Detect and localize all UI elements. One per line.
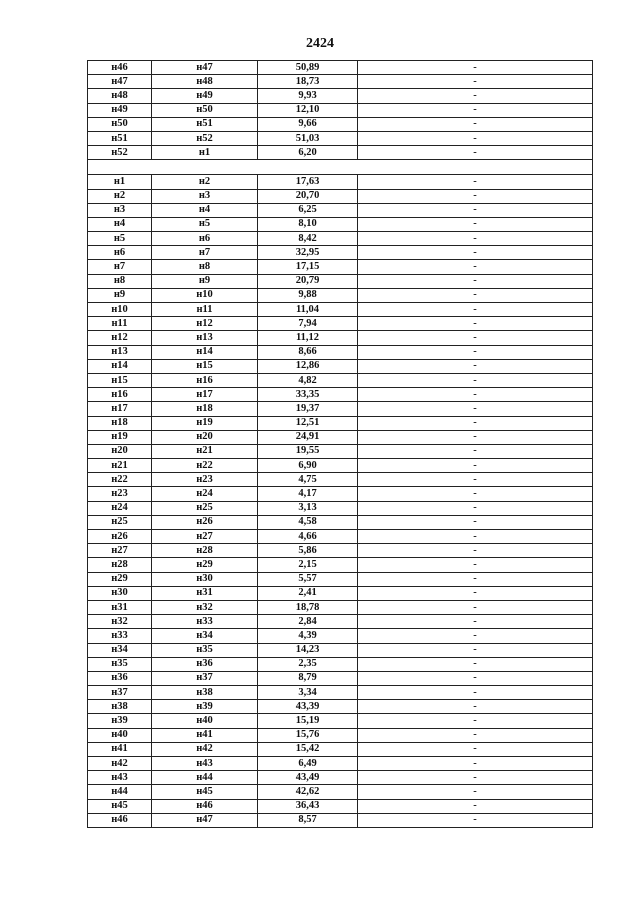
length-cell: 2,35 (258, 657, 358, 671)
point-from-cell: н13 (88, 345, 152, 359)
table-row (88, 714, 593, 728)
note-cell: - (358, 274, 593, 288)
note-cell: - (358, 388, 593, 402)
note-cell: - (358, 303, 593, 317)
length-cell: 9,66 (258, 117, 358, 131)
length-cell: 3,34 (258, 686, 358, 700)
length-cell: 5,86 (258, 544, 358, 558)
note-cell: - (358, 657, 593, 671)
table-row (88, 487, 593, 501)
point-from-cell: н6 (88, 246, 152, 260)
length-cell: 8,66 (258, 345, 358, 359)
table-row (88, 473, 593, 487)
point-from-cell: н48 (88, 89, 152, 103)
point-from-cell: н52 (88, 146, 152, 160)
note-cell: - (358, 317, 593, 331)
point-to-cell: н2 (152, 175, 258, 189)
note-cell: - (358, 416, 593, 430)
point-from-cell: н26 (88, 530, 152, 544)
point-to-cell: н24 (152, 487, 258, 501)
point-from-cell: н21 (88, 459, 152, 473)
point-from-cell: н43 (88, 771, 152, 785)
point-to-cell: н5 (152, 217, 258, 231)
length-cell: 9,93 (258, 89, 358, 103)
note-cell: - (358, 217, 593, 231)
point-from-cell: н30 (88, 586, 152, 600)
length-cell: 8,10 (258, 217, 358, 231)
table-row (88, 260, 593, 274)
point-from-cell: н31 (88, 600, 152, 614)
boundary-segments-table (87, 60, 593, 828)
note-cell: - (358, 103, 593, 117)
table-row (88, 501, 593, 515)
length-cell: 19,37 (258, 402, 358, 416)
point-from-cell: н34 (88, 643, 152, 657)
point-from-cell: н23 (88, 487, 152, 501)
note-cell: - (358, 402, 593, 416)
point-from-cell: н22 (88, 473, 152, 487)
point-from-cell: н33 (88, 629, 152, 643)
note-cell: - (358, 459, 593, 473)
point-to-cell: н15 (152, 359, 258, 373)
point-from-cell: н44 (88, 785, 152, 799)
point-from-cell: н47 (88, 75, 152, 89)
note-cell: - (358, 288, 593, 302)
point-to-cell: н35 (152, 643, 258, 657)
length-cell: 18,73 (258, 75, 358, 89)
table-row (88, 459, 593, 473)
note-cell: - (358, 558, 593, 572)
point-to-cell: н47 (152, 61, 258, 75)
length-cell: 12,10 (258, 103, 358, 117)
table-row (88, 75, 593, 89)
point-from-cell: н18 (88, 416, 152, 430)
note-cell: - (358, 629, 593, 643)
point-from-cell: н37 (88, 686, 152, 700)
point-from-cell: н50 (88, 117, 152, 131)
note-cell: - (358, 61, 593, 75)
length-cell: 43,49 (258, 771, 358, 785)
note-cell: - (358, 189, 593, 203)
length-cell: 24,91 (258, 430, 358, 444)
table-row (88, 558, 593, 572)
note-cell: - (358, 430, 593, 444)
note-cell: - (358, 700, 593, 714)
table-row (88, 799, 593, 813)
point-from-cell: н36 (88, 671, 152, 685)
point-to-cell: н17 (152, 388, 258, 402)
point-to-cell: н26 (152, 515, 258, 529)
point-from-cell: н25 (88, 515, 152, 529)
point-from-cell: н51 (88, 131, 152, 145)
table-row (88, 131, 593, 145)
table-row (88, 402, 593, 416)
point-to-cell: н42 (152, 742, 258, 756)
note-cell: - (358, 501, 593, 515)
table-row (88, 189, 593, 203)
note-cell: - (358, 345, 593, 359)
table-row (88, 615, 593, 629)
table-row (88, 771, 593, 785)
table-row (88, 444, 593, 458)
length-cell: 12,86 (258, 359, 358, 373)
note-cell: - (358, 473, 593, 487)
point-from-cell: н9 (88, 288, 152, 302)
point-to-cell: н46 (152, 799, 258, 813)
length-cell: 4,82 (258, 373, 358, 387)
length-cell: 2,15 (258, 558, 358, 572)
table-row (88, 586, 593, 600)
note-cell: - (358, 487, 593, 501)
point-from-cell: н19 (88, 430, 152, 444)
table-row (88, 103, 593, 117)
point-from-cell: н11 (88, 317, 152, 331)
note-cell: - (358, 530, 593, 544)
point-to-cell: н19 (152, 416, 258, 430)
note-cell: - (358, 671, 593, 685)
point-to-cell: н49 (152, 89, 258, 103)
length-cell: 2,84 (258, 615, 358, 629)
point-from-cell: н3 (88, 203, 152, 217)
point-from-cell: н24 (88, 501, 152, 515)
point-to-cell: н38 (152, 686, 258, 700)
length-cell: 6,90 (258, 459, 358, 473)
length-cell: 4,58 (258, 515, 358, 529)
point-to-cell: н10 (152, 288, 258, 302)
table-row (88, 89, 593, 103)
length-cell: 8,42 (258, 232, 358, 246)
separator-cell (88, 160, 593, 175)
point-to-cell: н13 (152, 331, 258, 345)
point-to-cell: н6 (152, 232, 258, 246)
length-cell: 8,79 (258, 671, 358, 685)
point-from-cell: н27 (88, 544, 152, 558)
point-to-cell: н41 (152, 728, 258, 742)
note-cell: - (358, 586, 593, 600)
point-to-cell: н44 (152, 771, 258, 785)
note-cell: - (358, 373, 593, 387)
table-row (88, 146, 593, 160)
point-to-cell: н1 (152, 146, 258, 160)
table-row (88, 288, 593, 302)
note-cell: - (358, 643, 593, 657)
point-from-cell: н16 (88, 388, 152, 402)
page-number: 2424 (306, 36, 334, 51)
length-cell: 4,66 (258, 530, 358, 544)
point-from-cell: н8 (88, 274, 152, 288)
length-cell: 6,20 (258, 146, 358, 160)
point-to-cell: н14 (152, 345, 258, 359)
table-row (88, 345, 593, 359)
note-cell: - (358, 572, 593, 586)
table-row (88, 175, 593, 189)
table-row (88, 359, 593, 373)
table-row (88, 317, 593, 331)
point-to-cell: н51 (152, 117, 258, 131)
length-cell: 43,39 (258, 700, 358, 714)
note-cell: - (358, 728, 593, 742)
point-to-cell: н39 (152, 700, 258, 714)
length-cell: 18,78 (258, 600, 358, 614)
table-row (88, 757, 593, 771)
note-cell: - (358, 232, 593, 246)
note-cell: - (358, 75, 593, 89)
length-cell: 11,04 (258, 303, 358, 317)
length-cell: 12,51 (258, 416, 358, 430)
length-cell: 11,12 (258, 331, 358, 345)
point-from-cell: н35 (88, 657, 152, 671)
table-row (88, 572, 593, 586)
point-to-cell: н50 (152, 103, 258, 117)
table-row (88, 700, 593, 714)
point-to-cell: н7 (152, 246, 258, 260)
length-cell: 7,94 (258, 317, 358, 331)
note-cell: - (358, 615, 593, 629)
table-row (88, 203, 593, 217)
table-row (88, 373, 593, 387)
point-from-cell: н7 (88, 260, 152, 274)
length-cell: 36,43 (258, 799, 358, 813)
table-row (88, 117, 593, 131)
length-cell: 2,41 (258, 586, 358, 600)
point-from-cell: н15 (88, 373, 152, 387)
table-row (88, 629, 593, 643)
point-from-cell: н5 (88, 232, 152, 246)
table-row (88, 515, 593, 529)
table-row (88, 274, 593, 288)
point-to-cell: н3 (152, 189, 258, 203)
table-row (88, 544, 593, 558)
table-row (88, 217, 593, 231)
point-to-cell: н45 (152, 785, 258, 799)
note-cell: - (358, 203, 593, 217)
point-to-cell: н18 (152, 402, 258, 416)
point-to-cell: н33 (152, 615, 258, 629)
point-from-cell: н32 (88, 615, 152, 629)
length-cell: 17,15 (258, 260, 358, 274)
point-to-cell: н40 (152, 714, 258, 728)
table-row (88, 232, 593, 246)
point-from-cell: н28 (88, 558, 152, 572)
note-cell: - (358, 757, 593, 771)
table-row (88, 388, 593, 402)
point-from-cell: н42 (88, 757, 152, 771)
point-from-cell: н1 (88, 175, 152, 189)
point-to-cell: н34 (152, 629, 258, 643)
length-cell: 20,79 (258, 274, 358, 288)
point-from-cell: н14 (88, 359, 152, 373)
point-from-cell: н29 (88, 572, 152, 586)
point-to-cell: н23 (152, 473, 258, 487)
table-row (88, 246, 593, 260)
table-separator-row (88, 160, 593, 175)
table-row (88, 643, 593, 657)
point-from-cell: н20 (88, 444, 152, 458)
point-to-cell: н36 (152, 657, 258, 671)
note-cell: - (358, 686, 593, 700)
point-to-cell: н20 (152, 430, 258, 444)
note-cell: - (358, 600, 593, 614)
note-cell: - (358, 799, 593, 813)
note-cell: - (358, 515, 593, 529)
length-cell: 6,49 (258, 757, 358, 771)
note-cell: - (358, 544, 593, 558)
point-to-cell: н37 (152, 671, 258, 685)
note-cell: - (358, 813, 593, 827)
point-from-cell: н38 (88, 700, 152, 714)
length-cell: 15,42 (258, 742, 358, 756)
point-to-cell: н32 (152, 600, 258, 614)
length-cell: 50,89 (258, 61, 358, 75)
length-cell: 4,17 (258, 487, 358, 501)
point-to-cell: н52 (152, 131, 258, 145)
table-row (88, 331, 593, 345)
note-cell: - (358, 246, 593, 260)
length-cell: 20,70 (258, 189, 358, 203)
point-to-cell: н11 (152, 303, 258, 317)
note-cell: - (358, 89, 593, 103)
point-to-cell: н47 (152, 813, 258, 827)
point-to-cell: н29 (152, 558, 258, 572)
length-cell: 9,88 (258, 288, 358, 302)
point-from-cell: н41 (88, 742, 152, 756)
table-row (88, 657, 593, 671)
note-cell: - (358, 714, 593, 728)
point-from-cell: н2 (88, 189, 152, 203)
length-cell: 4,75 (258, 473, 358, 487)
table-row (88, 600, 593, 614)
table-row (88, 742, 593, 756)
table-row (88, 728, 593, 742)
table-row (88, 785, 593, 799)
point-from-cell: н40 (88, 728, 152, 742)
note-cell: - (358, 146, 593, 160)
point-to-cell: н43 (152, 757, 258, 771)
length-cell: 14,23 (258, 643, 358, 657)
point-from-cell: н46 (88, 61, 152, 75)
point-from-cell: н4 (88, 217, 152, 231)
note-cell: - (358, 742, 593, 756)
table-row (88, 61, 593, 75)
length-cell: 5,57 (258, 572, 358, 586)
length-cell: 32,95 (258, 246, 358, 260)
note-cell: - (358, 131, 593, 145)
note-cell: - (358, 117, 593, 131)
point-to-cell: н16 (152, 373, 258, 387)
table-row (88, 671, 593, 685)
length-cell: 15,19 (258, 714, 358, 728)
note-cell: - (358, 175, 593, 189)
length-cell: 3,13 (258, 501, 358, 515)
point-to-cell: н12 (152, 317, 258, 331)
point-to-cell: н8 (152, 260, 258, 274)
point-to-cell: н31 (152, 586, 258, 600)
length-cell: 19,55 (258, 444, 358, 458)
point-to-cell: н27 (152, 530, 258, 544)
length-cell: 6,25 (258, 203, 358, 217)
point-from-cell: н46 (88, 813, 152, 827)
note-cell: - (358, 771, 593, 785)
point-from-cell: н39 (88, 714, 152, 728)
point-to-cell: н48 (152, 75, 258, 89)
table-row (88, 303, 593, 317)
length-cell: 51,03 (258, 131, 358, 145)
table-row (88, 430, 593, 444)
length-cell: 42,62 (258, 785, 358, 799)
point-to-cell: н21 (152, 444, 258, 458)
table-row (88, 686, 593, 700)
note-cell: - (358, 444, 593, 458)
note-cell: - (358, 260, 593, 274)
point-from-cell: н12 (88, 331, 152, 345)
note-cell: - (358, 331, 593, 345)
note-cell: - (358, 359, 593, 373)
table-row (88, 416, 593, 430)
point-to-cell: н22 (152, 459, 258, 473)
point-to-cell: н30 (152, 572, 258, 586)
point-from-cell: н17 (88, 402, 152, 416)
point-to-cell: н9 (152, 274, 258, 288)
point-to-cell: н28 (152, 544, 258, 558)
length-cell: 4,39 (258, 629, 358, 643)
length-cell: 15,76 (258, 728, 358, 742)
note-cell: - (358, 785, 593, 799)
length-cell: 33,35 (258, 388, 358, 402)
point-from-cell: н10 (88, 303, 152, 317)
table-row (88, 530, 593, 544)
length-cell: 8,57 (258, 813, 358, 827)
length-cell: 17,63 (258, 175, 358, 189)
point-from-cell: н49 (88, 103, 152, 117)
point-to-cell: н25 (152, 501, 258, 515)
point-from-cell: н45 (88, 799, 152, 813)
table-row (88, 813, 593, 827)
table-body (88, 61, 593, 828)
point-to-cell: н4 (152, 203, 258, 217)
